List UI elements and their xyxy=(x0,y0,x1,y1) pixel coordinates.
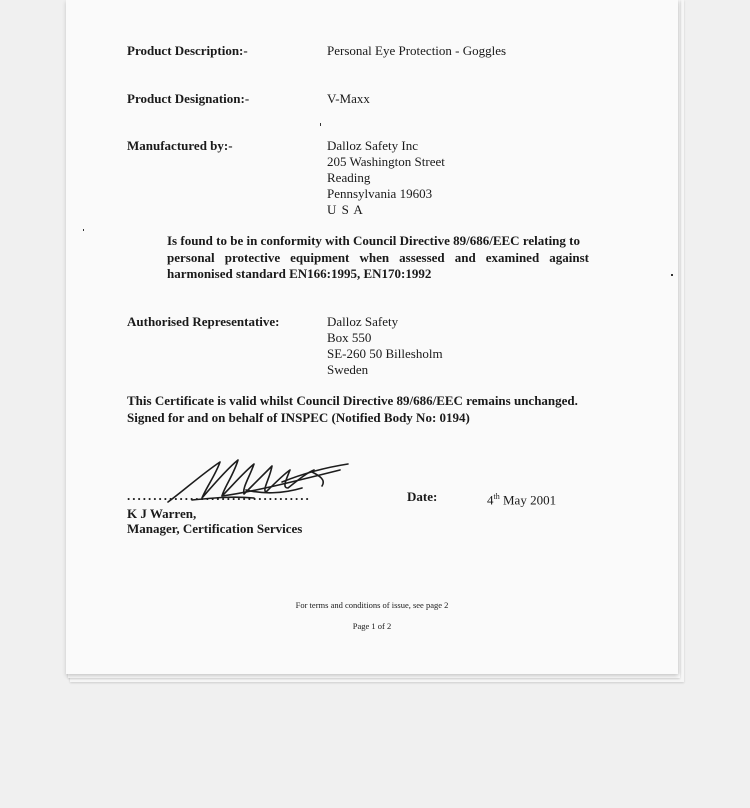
address-line: Dalloz Safety Inc xyxy=(327,138,418,153)
date-label: Date: xyxy=(407,489,438,504)
conformity-statement xyxy=(167,233,589,283)
paper-speck xyxy=(83,229,84,231)
handwritten-signature xyxy=(162,452,362,508)
date-day: 4 xyxy=(487,492,494,508)
date-suffix: th xyxy=(493,492,500,501)
page-number: Page 1 of 2 xyxy=(352,621,392,631)
validity-line: Signed for and on behalf of INSPEC (Notified Body No: 0194) xyxy=(127,409,470,425)
signatory-name: K J Warren, xyxy=(127,506,197,521)
address-line: Box 550 xyxy=(327,330,372,345)
validity-statement xyxy=(127,393,578,426)
address-line: U S A xyxy=(327,202,364,217)
terms-footnote: For terms and conditions of issue, see page 2 xyxy=(295,600,449,610)
product-designation-label: Product Designation:- xyxy=(127,91,250,106)
address-line: Reading xyxy=(327,170,371,185)
conformity-line: harmonised standard EN166:1995, EN170:1992 xyxy=(167,266,432,281)
representative-label: Authorised Representative: xyxy=(127,314,280,329)
address-line: Dalloz Safety xyxy=(327,314,399,329)
conformity-line: Is found to be in conformity with Council Directive 89/686/EEC relating to xyxy=(167,233,580,248)
product-designation-value: V-Maxx xyxy=(327,91,370,106)
validity-line: This Certificate is valid whilst Council Directive 89/686/EEC remains unchanged. xyxy=(127,393,578,408)
address-line: Pennsylvania 19603 xyxy=(327,186,433,201)
paper-speck xyxy=(671,274,673,276)
conformity-line: personal protective equipment when assessed and examined against xyxy=(167,249,589,265)
signatory-title: Manager, Certification Services xyxy=(127,521,303,536)
manufacturer-address xyxy=(327,138,445,218)
certificate-page xyxy=(66,0,678,674)
manufacturer-label: Manufactured by:- xyxy=(127,138,233,153)
signature-dotted-line: ................................... xyxy=(127,488,311,503)
product-description-value: Personal Eye Protection - Goggles xyxy=(327,43,507,58)
date-month-year: May 2001 xyxy=(502,492,557,508)
address-line: Sweden xyxy=(327,362,369,377)
signature-date xyxy=(487,489,556,508)
address-line: 205 Washington Street xyxy=(327,154,445,169)
product-description-label: Product Description:- xyxy=(127,43,248,58)
address-line: SE-260 50 Billesholm xyxy=(327,346,443,361)
representative-address xyxy=(327,314,443,378)
paper-speck xyxy=(320,123,321,126)
